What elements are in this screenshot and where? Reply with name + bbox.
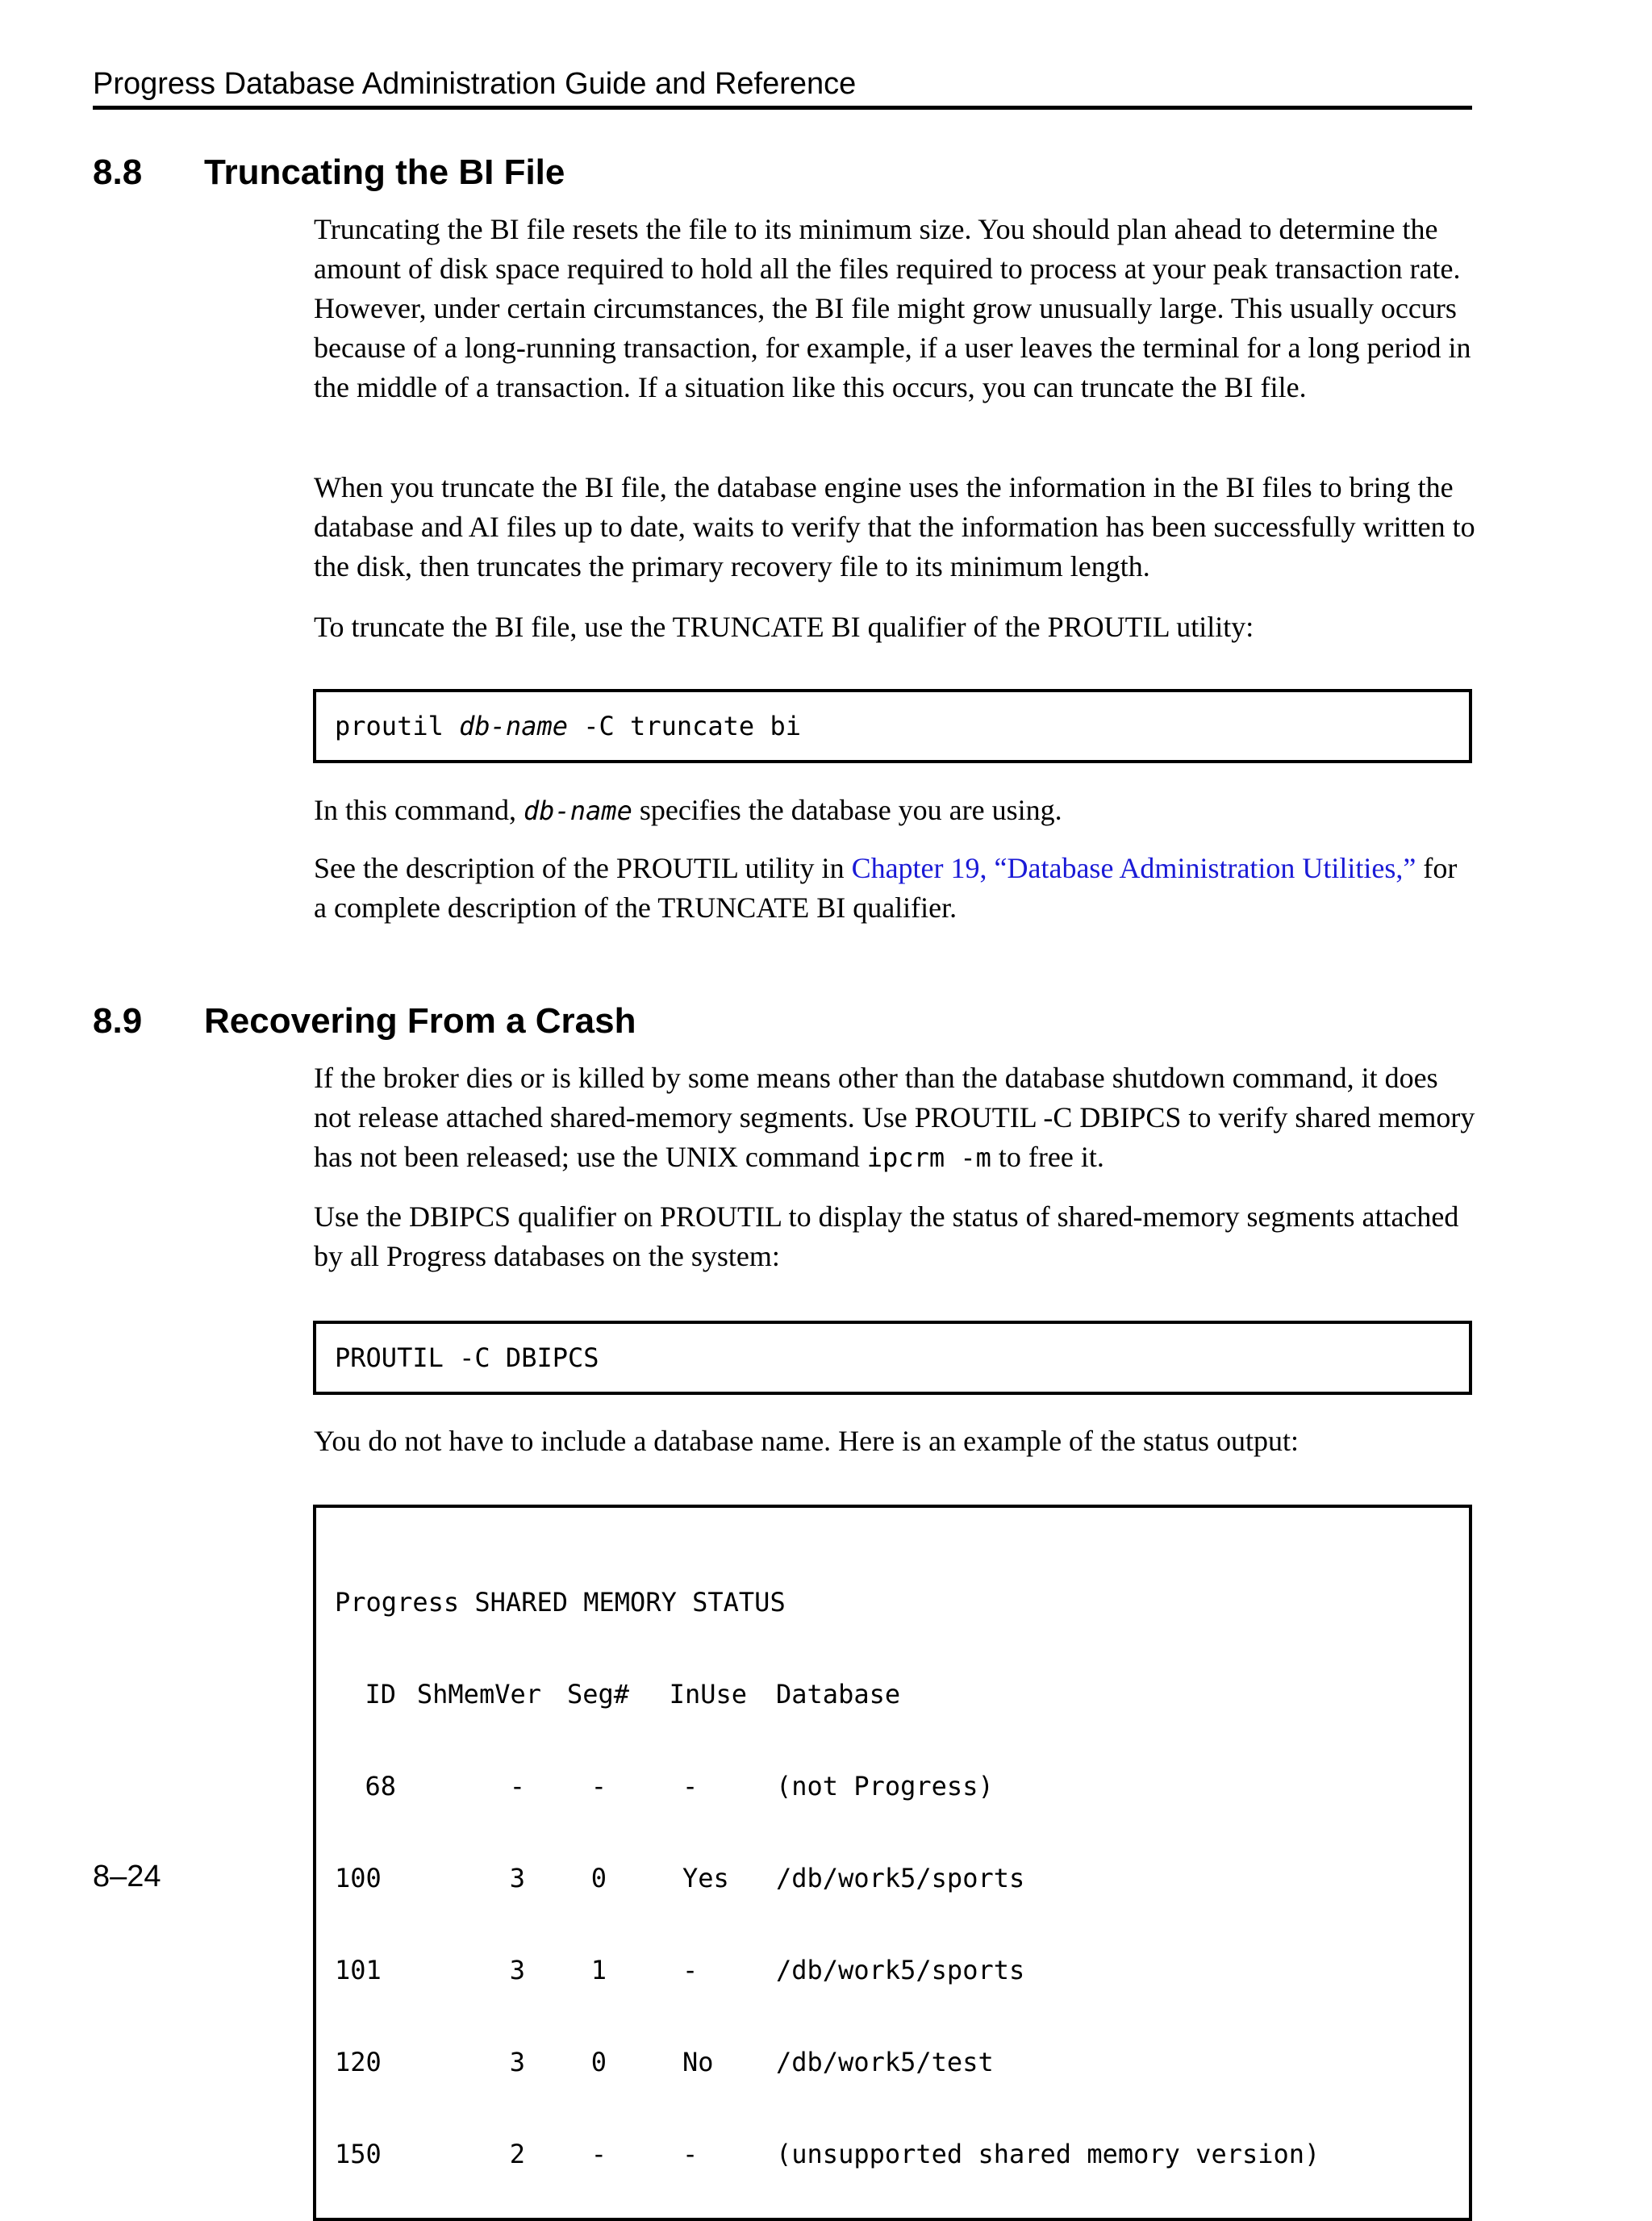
running-header: Progress Database Administration Guide and Reference bbox=[93, 67, 857, 101]
status-output-header: ID ShMemVer Seg# InUse Database bbox=[365, 1679, 901, 1710]
code-command: proutil bbox=[335, 711, 460, 741]
code-argument: db-name bbox=[459, 711, 568, 741]
paragraph: When you truncate the BI file, the database engine uses the information in the BI files to bring the database and AI files up to date, waits to verify that the information has been successfully written to the disk, then truncates the primary recovery file to its minimum length. bbox=[314, 471, 1475, 582]
status-output-row: 120 3 0 No /db/work5/test bbox=[335, 2047, 994, 2077]
paragraph: If the broker dies or is killed by some means other than the database shutdown command, it does not release attached shared-memory segments. Use PROUTIL -C DBIPCS to verify shared memory has not been released; use the UNIX command ipcrm -m to free it. bbox=[314, 1062, 1475, 1173]
section-title: Recovering From a Crash bbox=[204, 1001, 636, 1041]
inline-code: ipcrm -m bbox=[866, 1142, 991, 1173]
header-rule bbox=[93, 106, 1472, 110]
code-block-truncate bbox=[313, 689, 1472, 763]
paragraph: See the description of the PROUTIL utility in Chapter 19, “Database Administration Utilities,” for a complete description of the TRUNCATE BI qualifier. bbox=[314, 852, 1458, 924]
code-options: -C truncate bi bbox=[567, 711, 801, 741]
status-output-row: 68 - - - (not Progress) bbox=[365, 1771, 994, 1801]
paragraph: You do not have to include a database name. Here is an example of the status output: bbox=[314, 1425, 1299, 1457]
paragraph: In this command, db-name specifies the database you are using. bbox=[314, 794, 1062, 826]
status-output-title: Progress SHARED MEMORY STATUS bbox=[335, 1587, 786, 1618]
inline-code: db-name bbox=[523, 795, 632, 826]
status-output-row: 100 3 0 Yes /db/work5/sports bbox=[335, 1863, 1025, 1893]
status-output-row: 101 3 1 - /db/work5/sports bbox=[335, 1955, 1025, 1985]
section-number: 8.9 bbox=[93, 1001, 143, 1041]
section-title: Truncating the BI File bbox=[204, 152, 565, 192]
status-output-block bbox=[313, 1505, 1472, 2221]
code-block-dbipcs: PROUTIL -C DBIPCS bbox=[313, 1321, 1472, 1395]
section-heading-8-8 bbox=[93, 150, 1472, 195]
section-number: 8.8 bbox=[93, 152, 143, 192]
paragraph: To truncate the BI file, use the TRUNCATE BI qualifier of the PROUTIL utility: bbox=[314, 611, 1254, 643]
paragraph: Truncating the BI file resets the file to its minimum size. You should plan ahead to determine the amount of disk space required to hold all the files required to process at your peak transaction rate. However, under certain circumstances, the BI file might grow unusually large. This usually occurs because of a long-running transaction, for example, if a user leaves the terminal for a long period in the middle of a transaction. If a situation like this occurs, you can truncate the BI file. bbox=[314, 213, 1471, 403]
chapter-19-link[interactable]: Chapter 19, “Database Administration Utilities,” bbox=[851, 852, 1416, 884]
paragraph: Use the DBIPCS qualifier on PROUTIL to display the status of shared-memory segments attached by all Progress databases on the system: bbox=[314, 1200, 1459, 1272]
section-heading-8-9 bbox=[93, 999, 1472, 1044]
status-output-row: 150 2 - - (unsupported shared memory version) bbox=[335, 2139, 1320, 2169]
page-number: 8–24 bbox=[93, 1860, 161, 1893]
